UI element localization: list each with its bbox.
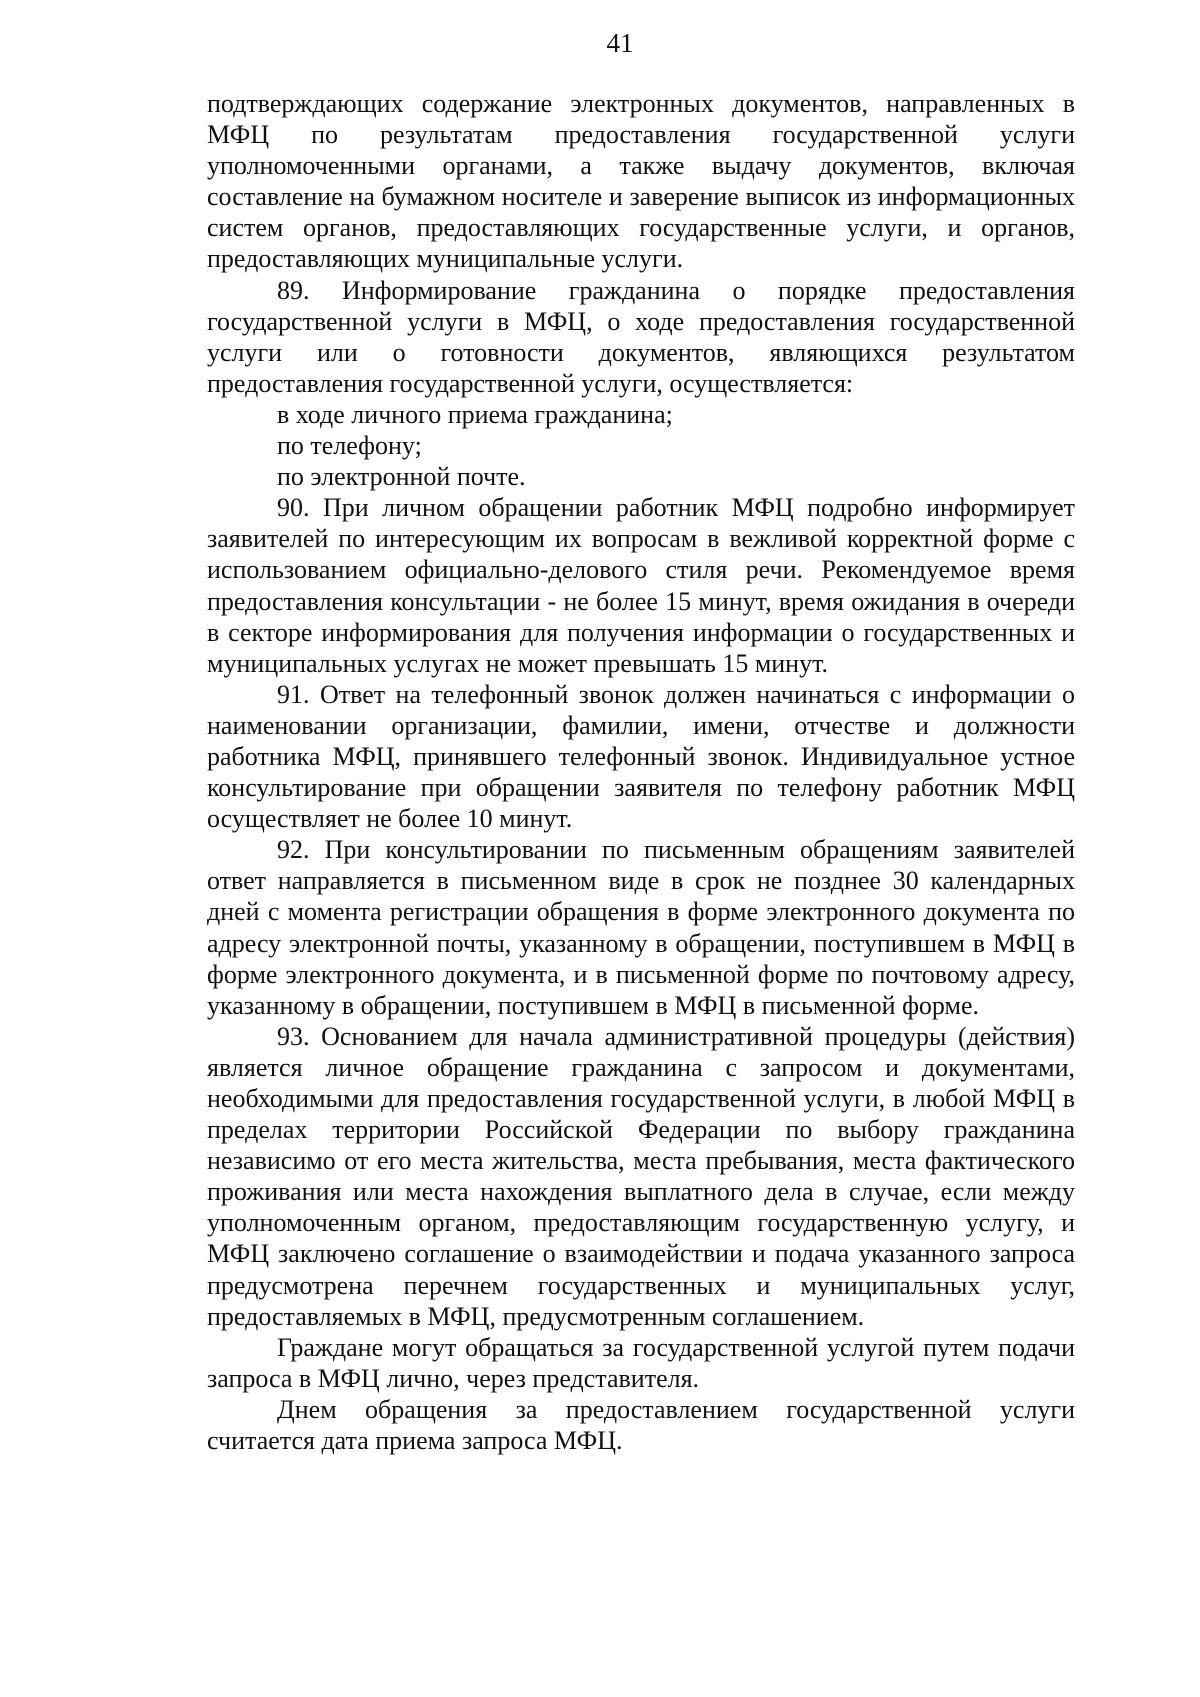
paragraph-91: 91. Ответ на телефонный звонок должен начинаться с информации о наименовании организации, фамилии, имени, отчестве и должности работника МФЦ, принявшего телефонный звонок. Индивидуальное устное консультирование при обращении заявителя по телефону работник МФЦ осуществляет не более 10 минут. xyxy=(207,679,1075,834)
paragraph-89: 89. Информирование гражданина о порядке предоставления государственной услуги в МФЦ, о ходе предоставления государственной услуги или о готовности документов, являющихся результатом предоставления государственной услуги, осуществляется: xyxy=(207,275,1075,398)
paragraph-92: 92. При консультировании по письменным обращениям заявителей ответ направляется в письменном виде в срок не позднее 30 календарных дней с момента регистрации обращения в форме электронного документа по адресу электронной почты, указанному в обращении, поступившем в МФЦ в форме электронного документа, и в письменной форме по почтовому адресу, указанному в обращении, поступившем в МФЦ в письменной форме. xyxy=(207,835,1075,1020)
paragraph-93: 93. Основанием для начала административной процедуры (действия) является личное обращение гражданина с запросом и документами, необходимыми для предоставления государственной услуги, в любой МФЦ в пределах территории Российской Федерации по выбору гражданина независимо от его места жительства, места пребывания, места фактического проживания или места нахождения выплатного дела в случае, если между уполномоченным органом, предоставляющим государственную услугу, и МФЦ заключено соглашение о взаимодействии и подача указанного запроса предусмотрена перечнем государственных и муниципальных услуг, предоставляемых в МФЦ, предусмотренным соглашением. xyxy=(207,1021,1075,1331)
paragraph-citizens-appeal: Граждане могут обращаться за государственной услугой путем подачи запроса в МФЦ лично, через представителя. xyxy=(207,1332,1075,1393)
list-item-personal-reception: в ходе личного приема гражданина; xyxy=(277,399,673,429)
paragraph-90: 90. При личном обращении работник МФЦ подробно информирует заявителей по интересующим их вопросам в вежливой корректной форме с использованием официально-делового стиля речи. Рекомендуемое время предоставления консультации - не более 15 минут, время ожидания в очереди в секторе информирования для получения информации о государственных и муниципальных услугах не может превышать 15 минут. xyxy=(207,493,1075,678)
page-number: 41 xyxy=(606,28,634,58)
paragraph-continuation: подтверждающих содержание электронных документов, направленных в МФЦ по результатам предоставления государственной услуги уполномоченными органами, а также выдачу документов, включая составление на бумажном носителе и заверение выписок из информационных систем органов, предоставляющих государственные услуги, и органов, предоставляющих муниципальные услуги. xyxy=(207,89,1075,274)
document-body xyxy=(207,88,1075,1456)
list-item-email: по электронной почте. xyxy=(277,462,526,492)
list-item-phone: по телефону; xyxy=(277,431,422,461)
paragraph-appeal-date: Днем обращения за предоставлением государственной услуги считается дата приема запроса МФЦ. xyxy=(207,1394,1075,1456)
